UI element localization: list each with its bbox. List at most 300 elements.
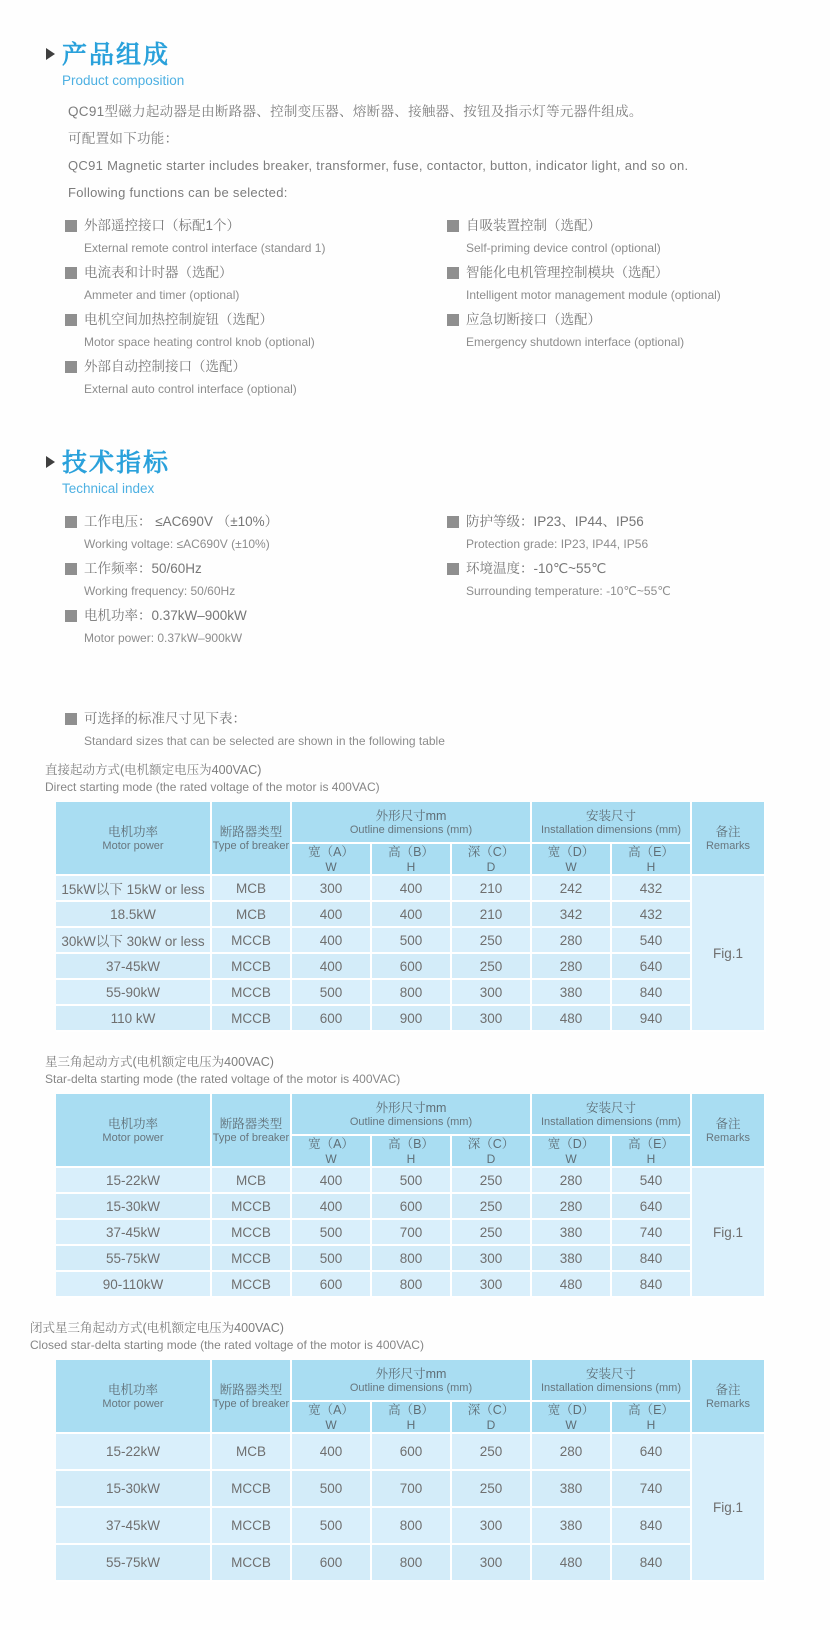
intro-en-line2: Following functions can be selected: (68, 185, 288, 200)
dimension-cell: 380 (532, 1471, 612, 1508)
dimension-cell: 500 (292, 1220, 372, 1246)
motor-power-cell: 55-75kW (56, 1246, 212, 1272)
col-group-outline-dimensions (292, 1360, 532, 1402)
header-en: Outline dimensions (mm) (349, 1115, 473, 1128)
bullet-square-icon (447, 563, 459, 575)
feature-label-en: Intelligent motor management module (optional) (466, 288, 721, 302)
breaker-type-cell: MCCB (212, 1006, 292, 1032)
caption-cn: 直接起动方式(电机额定电压为400VAC) (45, 763, 262, 777)
dimension-cell: 500 (372, 928, 452, 954)
table-row (56, 1006, 766, 1032)
dimension-cell: 250 (452, 1194, 532, 1220)
dimension-cell: 300 (452, 1006, 532, 1032)
dimension-cell: 250 (452, 1220, 532, 1246)
dimension-cell: 600 (292, 1545, 372, 1582)
page-title-en: Product composition (62, 73, 185, 88)
feature-list (65, 218, 830, 406)
dimension-cell: 640 (612, 954, 692, 980)
dimension-cell: 300 (292, 876, 372, 902)
intro-paragraphs (68, 104, 830, 200)
header-cn: 备注 (715, 824, 741, 839)
bullet-square-icon (65, 267, 77, 279)
header-cn: 宽（D） (547, 1137, 595, 1151)
header-cn: 安装尺寸 (585, 1100, 636, 1115)
dimension-cell: 840 (612, 1272, 692, 1298)
arrow-right-icon (46, 48, 55, 60)
dimension-cell: 400 (292, 928, 372, 954)
dimension-cell: 700 (372, 1220, 452, 1246)
table-header-row (56, 1094, 766, 1136)
header-en: Type of breaker (212, 1397, 290, 1410)
header-en: Installation dimensions (mm) (541, 1115, 681, 1128)
spec-item (447, 514, 787, 551)
header-letter: W (565, 860, 577, 874)
table-row (56, 1220, 766, 1246)
table-row (56, 1272, 766, 1298)
header-en: Outline dimensions (mm) (349, 823, 473, 836)
dimension-cell: 800 (372, 980, 452, 1006)
dimension-cell: 640 (612, 1434, 692, 1471)
dimension-cell: 380 (532, 1508, 612, 1545)
feature-column-right (447, 218, 787, 406)
header-cn: 宽（D） (547, 1403, 595, 1417)
breaker-type-cell: MCB (212, 876, 292, 902)
dimension-cell: 280 (532, 1168, 612, 1194)
dimension-cell: 940 (612, 1006, 692, 1032)
header-cn: 宽（A） (308, 845, 354, 859)
breaker-type-cell: MCB (212, 1168, 292, 1194)
header-cn: 电机功率 (107, 1382, 158, 1397)
header-cn: 安装尺寸 (585, 808, 636, 823)
col-header-width-d (532, 1402, 612, 1434)
header-letter: W (325, 1152, 337, 1166)
feature-label-cn: 自吸装置控制（选配） (466, 218, 601, 233)
dimension-cell: 210 (452, 876, 532, 902)
spec-label-en: Motor power: 0.37kW–900kW (84, 631, 243, 645)
header-cn: 高（B） (388, 1403, 434, 1417)
header-en: Remarks (705, 1131, 750, 1144)
dimension-cell: 600 (372, 954, 452, 980)
note-cn: 可选择的标准尺寸见下表： (84, 711, 246, 726)
feature-label-cn: 外部遥控接口（标配1个） (84, 218, 241, 233)
intro-cn-line2: 可配置如下功能： (68, 131, 179, 146)
header-letter: D (486, 1152, 496, 1166)
dimension-cell: 700 (372, 1471, 452, 1508)
table-row (56, 1246, 766, 1272)
feature-label-en: Emergency shutdown interface (optional) (466, 335, 685, 349)
dimension-cell: 300 (452, 980, 532, 1006)
breaker-type-cell: MCCB (212, 1508, 292, 1545)
motor-power-cell: 15-30kW (56, 1194, 212, 1220)
dimension-cell: 500 (292, 1246, 372, 1272)
col-header-width-a (292, 1136, 372, 1168)
feature-item (65, 312, 447, 349)
dimension-cell: 540 (612, 1168, 692, 1194)
remark-cell: Fig.1 (692, 876, 766, 1032)
header-letter: W (325, 860, 337, 874)
breaker-type-cell: MCB (212, 1434, 292, 1471)
col-header-motor-power (56, 1094, 212, 1168)
dimension-cell: 640 (612, 1194, 692, 1220)
table-header-row (56, 1360, 766, 1402)
header-cn: 断路器类型 (219, 1382, 283, 1397)
header-cn: 备注 (715, 1116, 741, 1131)
table-row (56, 954, 766, 980)
col-header-breaker-type (212, 1360, 292, 1434)
feature-label-en: External auto control interface (optional) (84, 382, 297, 396)
col-header-motor-power (56, 1360, 212, 1434)
dimension-cell: 400 (372, 876, 452, 902)
bullet-square-icon (65, 713, 77, 725)
spec-label-cn: 防护等级：IP23、IP44、IP56 (466, 514, 644, 529)
table-caption-closed-star-delta (30, 1320, 830, 1353)
dimension-cell: 840 (612, 980, 692, 1006)
bullet-square-icon (65, 610, 77, 622)
table-row (56, 1471, 766, 1508)
col-header-remarks (692, 1094, 766, 1168)
dimension-cell: 250 (452, 928, 532, 954)
caption-en: Closed star-delta starting mode (the rated voltage of the motor is 400VAC) (30, 1338, 424, 1352)
feature-label-en: External remote control interface (standard 1) (84, 241, 326, 255)
header-en: Motor power (102, 1397, 164, 1410)
header-cn: 电机功率 (107, 824, 158, 839)
bullet-square-icon (65, 361, 77, 373)
header-cn: 宽（D） (547, 845, 595, 859)
header-cn: 深（C） (467, 1137, 515, 1151)
dimension-cell: 840 (612, 1508, 692, 1545)
header-cn: 外形尺寸mm (375, 808, 447, 823)
bullet-square-icon (447, 314, 459, 326)
table-caption-direct (45, 762, 830, 795)
col-header-width-d (532, 844, 612, 876)
header-letter: H (646, 860, 656, 874)
dimension-cell: 300 (452, 1272, 532, 1298)
col-header-height-b (372, 844, 452, 876)
section-title-cn: 技术指标 (62, 449, 171, 477)
dimension-cell: 380 (532, 980, 612, 1006)
motor-power-cell: 55-90kW (56, 980, 212, 1006)
header-cn: 外形尺寸mm (375, 1366, 447, 1381)
dimension-cell: 740 (612, 1220, 692, 1246)
col-group-installation-dimensions (532, 1094, 692, 1136)
header-cn: 宽（A） (308, 1403, 354, 1417)
dimension-cell: 380 (532, 1246, 612, 1272)
feature-item (65, 218, 447, 255)
dimension-cell: 432 (612, 902, 692, 928)
motor-power-cell: 110 kW (56, 1006, 212, 1032)
header-letter: H (406, 1152, 416, 1166)
breaker-type-cell: MCCB (212, 1471, 292, 1508)
feature-label-cn: 智能化电机管理控制模块（选配） (466, 265, 669, 280)
breaker-type-cell: MCB (212, 902, 292, 928)
standard-size-note (65, 711, 830, 748)
col-header-width-a (292, 844, 372, 876)
feature-item (447, 265, 787, 302)
feature-label-cn: 外部自动控制接口（选配） (84, 359, 246, 374)
dimension-cell: 400 (292, 1168, 372, 1194)
bullet-square-icon (65, 563, 77, 575)
header-en: Type of breaker (212, 1131, 290, 1144)
col-header-depth-c (452, 1136, 532, 1168)
spec-item (65, 514, 447, 551)
feature-column-left (65, 218, 447, 406)
motor-power-cell: 37-45kW (56, 1220, 212, 1246)
spec-column-right (447, 514, 787, 655)
dimension-cell: 840 (612, 1545, 692, 1582)
bullet-square-icon (447, 220, 459, 232)
dimension-cell: 740 (612, 1471, 692, 1508)
header-cn: 高（E） (628, 1403, 674, 1417)
col-header-width-a (292, 1402, 372, 1434)
header-en: Motor power (102, 839, 164, 852)
header-letter: H (646, 1152, 656, 1166)
dimension-cell: 250 (452, 1434, 532, 1471)
feature-label-cn: 应急切断接口（选配） (466, 312, 601, 327)
dimension-cell: 380 (532, 1220, 612, 1246)
table-row (56, 980, 766, 1006)
header-en: Installation dimensions (mm) (541, 823, 681, 836)
section-title-en: Technical index (62, 481, 155, 496)
table-row (56, 1508, 766, 1545)
breaker-type-cell: MCCB (212, 1545, 292, 1582)
dimension-cell: 250 (452, 1471, 532, 1508)
dimension-cell: 400 (292, 1434, 372, 1471)
col-header-remarks (692, 802, 766, 876)
feature-label-en: Self-priming device control (optional) (466, 241, 661, 255)
dimension-cell: 280 (532, 1194, 612, 1220)
header-cn: 断路器类型 (219, 1116, 283, 1131)
spec-item (447, 561, 787, 598)
breaker-type-cell: MCCB (212, 1220, 292, 1246)
spec-label-cn: 工作频率：50/60Hz (84, 561, 202, 576)
header-cn: 深（C） (467, 1403, 515, 1417)
dimension-cell: 480 (532, 1006, 612, 1032)
bullet-square-icon (65, 516, 77, 528)
feature-item (447, 312, 787, 349)
table-body (56, 1434, 766, 1582)
dimension-cell: 900 (372, 1006, 452, 1032)
col-group-outline-dimensions (292, 802, 532, 844)
dimension-cell: 400 (292, 1194, 372, 1220)
table-row (56, 902, 766, 928)
caption-cn: 星三角起动方式(电机额定电压为400VAC) (45, 1055, 274, 1069)
dimension-cell: 600 (292, 1272, 372, 1298)
breaker-type-cell: MCCB (212, 1246, 292, 1272)
dimension-cell: 600 (372, 1194, 452, 1220)
dimension-cell: 280 (532, 1434, 612, 1471)
motor-power-cell: 37-45kW (56, 1508, 212, 1545)
section-product-composition (0, 40, 830, 406)
dimension-cell: 500 (292, 1508, 372, 1545)
feature-label-cn: 电机空间加热控制旋钮（选配） (84, 312, 273, 327)
page-title-cn: 产品组成 (62, 41, 171, 69)
header-en: Installation dimensions (mm) (541, 1381, 681, 1394)
header-cn: 外形尺寸mm (375, 1100, 447, 1115)
dimension-cell: 300 (452, 1246, 532, 1272)
bullet-square-icon (65, 314, 77, 326)
spec-column-left (65, 514, 447, 655)
spec-label-en: Working voltage: ≤AC690V (±10%) (84, 537, 270, 551)
table-caption-star-delta (45, 1054, 830, 1087)
direct-starting-table (56, 802, 766, 1032)
intro-cn-line1: QC91型磁力起动器是由断路器、控制变压器、熔断器、接触器、按钮及指示灯等元器件组成。 (68, 104, 643, 119)
arrow-right-icon (46, 456, 55, 468)
table-row (56, 1168, 766, 1194)
section-header (46, 448, 830, 496)
dimension-cell: 800 (372, 1508, 452, 1545)
dimension-cell: 500 (372, 1168, 452, 1194)
dimension-cell: 800 (372, 1272, 452, 1298)
col-header-remarks (692, 1360, 766, 1434)
motor-power-cell: 15-22kW (56, 1434, 212, 1471)
dimension-cell: 300 (452, 1508, 532, 1545)
col-header-width-d (532, 1136, 612, 1168)
dimension-cell: 600 (292, 1006, 372, 1032)
dimension-cell: 210 (452, 902, 532, 928)
spec-list (65, 514, 830, 655)
col-group-installation-dimensions (532, 1360, 692, 1402)
bullet-square-icon (447, 516, 459, 528)
col-header-height-e (612, 844, 692, 876)
caption-cn: 闭式星三角起动方式(电机额定电压为400VAC) (30, 1321, 284, 1335)
header-en: Type of breaker (212, 839, 290, 852)
col-group-outline-dimensions (292, 1094, 532, 1136)
dimension-cell: 400 (292, 902, 372, 928)
bullet-square-icon (65, 220, 77, 232)
dimension-cell: 500 (292, 1471, 372, 1508)
dimension-cell: 600 (372, 1434, 452, 1471)
col-header-height-e (612, 1402, 692, 1434)
motor-power-cell: 55-75kW (56, 1545, 212, 1582)
motor-power-cell: 15-30kW (56, 1471, 212, 1508)
dimension-cell: 250 (452, 954, 532, 980)
table-row (56, 928, 766, 954)
dimension-cell: 280 (532, 928, 612, 954)
dimension-cell: 480 (532, 1272, 612, 1298)
table-body (56, 1168, 766, 1298)
remark-cell: Fig.1 (692, 1168, 766, 1298)
dimension-cell: 800 (372, 1545, 452, 1582)
header-cn: 高（B） (388, 1137, 434, 1151)
header-en: Outline dimensions (mm) (349, 1381, 473, 1394)
section-header (46, 40, 830, 88)
header-cn: 电机功率 (107, 1116, 158, 1131)
table-row (56, 876, 766, 902)
dimension-cell: 840 (612, 1246, 692, 1272)
col-group-installation-dimensions (532, 802, 692, 844)
star-delta-table (56, 1094, 766, 1298)
table-row (56, 1194, 766, 1220)
caption-en: Star-delta starting mode (the rated voltage of the motor is 400VAC) (45, 1072, 401, 1086)
header-en: Remarks (705, 1397, 750, 1410)
feature-item (65, 265, 447, 302)
feature-label-cn: 电流表和计时器（选配） (84, 265, 233, 280)
motor-power-cell: 15kW以下 15kW or less (56, 876, 212, 902)
breaker-type-cell: MCCB (212, 928, 292, 954)
spec-label-en: Protection grade: IP23, IP44, IP56 (466, 537, 649, 551)
remark-cell: Fig.1 (692, 1434, 766, 1582)
motor-power-cell: 37-45kW (56, 954, 212, 980)
header-en: Motor power (102, 1131, 164, 1144)
header-en: Remarks (705, 839, 750, 852)
header-letter: D (486, 860, 496, 874)
header-letter: W (565, 1152, 577, 1166)
col-header-height-b (372, 1402, 452, 1434)
dimension-cell: 242 (532, 876, 612, 902)
spec-label-cn: 环境温度：-10℃~55℃ (466, 561, 607, 576)
spec-item (65, 561, 447, 598)
motor-power-cell: 30kW以下 30kW or less (56, 928, 212, 954)
breaker-type-cell: MCCB (212, 1194, 292, 1220)
header-letter: D (486, 1418, 496, 1432)
col-header-breaker-type (212, 802, 292, 876)
col-header-height-e (612, 1136, 692, 1168)
dimension-cell: 400 (372, 902, 452, 928)
dimension-cell: 540 (612, 928, 692, 954)
dimension-cell: 500 (292, 980, 372, 1006)
spec-item (65, 608, 447, 645)
header-cn: 高（E） (628, 1137, 674, 1151)
dimension-cell: 300 (452, 1545, 532, 1582)
table-header-row (56, 802, 766, 844)
header-letter: H (406, 1418, 416, 1432)
spec-label-cn: 工作电压： ≤AC690V （±10%） (84, 514, 279, 529)
bullet-square-icon (447, 267, 459, 279)
spec-label-en: Working frequency: 50/60Hz (84, 584, 236, 598)
header-letter: W (325, 1418, 337, 1432)
feature-item (65, 359, 447, 396)
spec-label-cn: 电机功率：0.37kW–900kW (84, 608, 247, 623)
caption-en: Direct starting mode (the rated voltage of the motor is 400VAC) (45, 780, 380, 794)
intro-en-line1: QC91 Magnetic starter includes breaker, transformer, fuse, contactor, button, indicator light, and so on. (68, 158, 689, 173)
breaker-type-cell: MCCB (212, 980, 292, 1006)
dimension-cell: 800 (372, 1246, 452, 1272)
col-header-height-b (372, 1136, 452, 1168)
header-letter: H (646, 1418, 656, 1432)
spec-label-en: Surrounding temperature: -10℃~55℃ (466, 584, 671, 598)
col-header-depth-c (452, 844, 532, 876)
breaker-type-cell: MCCB (212, 1272, 292, 1298)
dimension-cell: 342 (532, 902, 612, 928)
header-cn: 高（B） (388, 845, 434, 859)
header-letter: W (565, 1418, 577, 1432)
col-header-depth-c (452, 1402, 532, 1434)
header-cn: 高（E） (628, 845, 674, 859)
table-row (56, 1545, 766, 1582)
header-cn: 备注 (715, 1382, 741, 1397)
note-en: Standard sizes that can be selected are shown in the following table (84, 734, 445, 748)
header-cn: 断路器类型 (219, 824, 283, 839)
dimension-cell: 432 (612, 876, 692, 902)
dimension-cell: 400 (292, 954, 372, 980)
motor-power-cell: 90-110kW (56, 1272, 212, 1298)
header-cn: 安装尺寸 (585, 1366, 636, 1381)
header-letter: H (406, 860, 416, 874)
motor-power-cell: 18.5kW (56, 902, 212, 928)
breaker-type-cell: MCCB (212, 954, 292, 980)
table-row (56, 1434, 766, 1471)
dimension-cell: 250 (452, 1168, 532, 1194)
feature-label-en: Ammeter and timer (optional) (84, 288, 240, 302)
header-cn: 深（C） (467, 845, 515, 859)
col-header-motor-power (56, 802, 212, 876)
feature-label-en: Motor space heating control knob (optional) (84, 335, 315, 349)
col-header-breaker-type (212, 1094, 292, 1168)
closed-star-delta-table (56, 1360, 766, 1582)
table-body (56, 876, 766, 1032)
section-technical-index (0, 448, 830, 748)
motor-power-cell: 15-22kW (56, 1168, 212, 1194)
